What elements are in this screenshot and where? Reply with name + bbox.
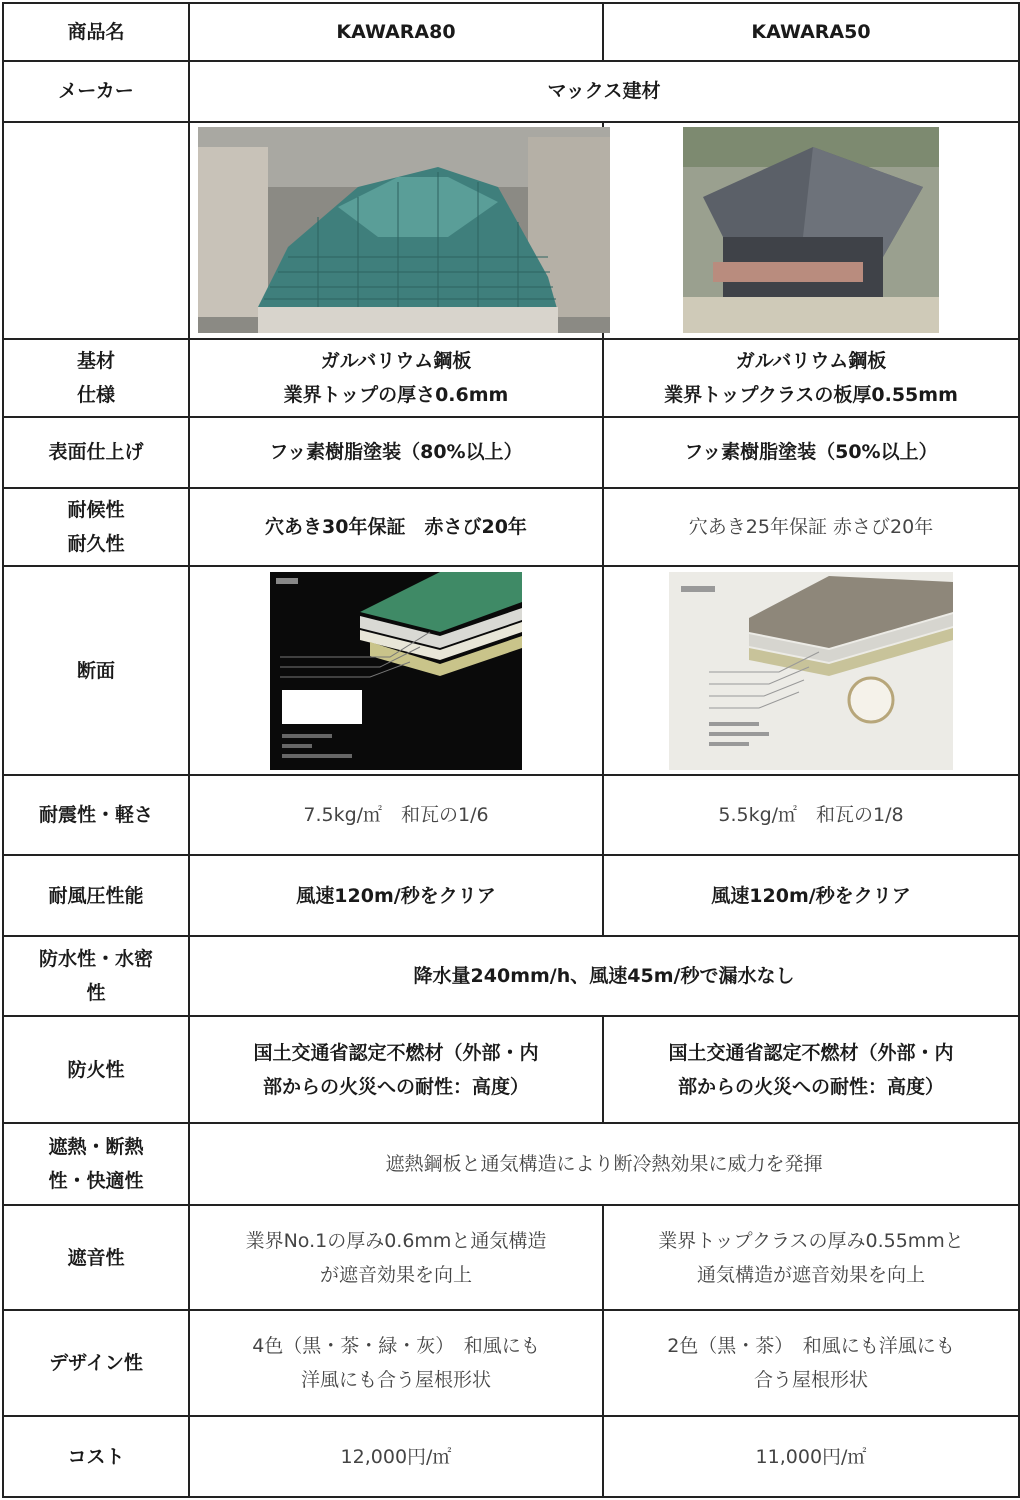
quake-kawara50: 5.5kg/㎡ 和瓦の1/8 bbox=[603, 775, 1019, 855]
kawara80-cross-section-image bbox=[270, 572, 522, 770]
design-label: デザイン性 bbox=[3, 1310, 189, 1417]
row-wind bbox=[3, 855, 1019, 935]
kawara80-roof-photo bbox=[198, 127, 610, 333]
kawara50-roof-photo-cell bbox=[603, 122, 1019, 339]
fire-kawara80 bbox=[189, 1016, 603, 1123]
row-cost bbox=[3, 1416, 1019, 1497]
durability-label-line2: 耐久性 bbox=[67, 532, 125, 555]
row-surface bbox=[3, 417, 1019, 487]
waterproof-label-line2: 性 bbox=[86, 982, 106, 1005]
heat-label-line2: 性・快適性 bbox=[48, 1170, 144, 1193]
cost-kawara80: 12,000円/㎡ bbox=[189, 1416, 603, 1497]
fire-kawara50-line1: 国土交通省認定不燃材（外部・内 bbox=[668, 1041, 954, 1064]
kawara80-roof-photo-cell bbox=[189, 122, 603, 339]
row-quake bbox=[3, 775, 1019, 855]
waterproof-label bbox=[3, 936, 189, 1016]
fire-kawara50-line2: 部からの火災への耐性：高度） bbox=[677, 1075, 944, 1098]
durability-label bbox=[3, 488, 189, 566]
header-kawara50: KAWARA50 bbox=[603, 3, 1019, 61]
wind-label: 耐風圧性能 bbox=[3, 855, 189, 935]
header-kawara80: KAWARA80 bbox=[189, 3, 603, 61]
kawara50-cross-section-image bbox=[669, 572, 953, 770]
surface-label: 表面仕上げ bbox=[3, 417, 189, 487]
row-fire bbox=[3, 1016, 1019, 1123]
surface-kawara50: フッ素樹脂塗装（50%以上） bbox=[603, 417, 1019, 487]
quake-kawara80: 7.5kg/㎡ 和瓦の1/6 bbox=[189, 775, 603, 855]
row-sound bbox=[3, 1205, 1019, 1310]
material-label bbox=[3, 339, 189, 417]
row-product-name bbox=[3, 3, 1019, 61]
kawara50-roof-photo bbox=[683, 127, 939, 333]
wind-kawara80: 風速120m/秒をクリア bbox=[189, 855, 603, 935]
row-maker bbox=[3, 61, 1019, 121]
material-kawara80-line2: 業界トップの厚さ0.6mm bbox=[283, 383, 509, 406]
material-kawara50 bbox=[603, 339, 1019, 417]
durability-kawara50: 穴あき25年保証 赤さび20年 bbox=[603, 488, 1019, 566]
sound-kawara80-line1: 業界No.1の厚み0.6mmと通気構造 bbox=[245, 1229, 547, 1252]
section-label: 断面 bbox=[3, 566, 189, 775]
material-kawara80-line1: ガルバリウム鋼板 bbox=[320, 349, 472, 372]
row-material bbox=[3, 339, 1019, 417]
sound-kawara50 bbox=[603, 1205, 1019, 1310]
heat-label-line1: 遮熱・断熱 bbox=[48, 1136, 144, 1159]
sound-kawara80-line2: が遮音効果を向上 bbox=[319, 1263, 472, 1286]
waterproof-label-line1: 防水性・水密 bbox=[38, 948, 153, 971]
material-kawara50-line1: ガルバリウム鋼板 bbox=[735, 349, 887, 372]
kawara50-section-image-cell bbox=[603, 566, 1019, 775]
quake-label: 耐震性・軽さ bbox=[3, 775, 189, 855]
wind-kawara50: 風速120m/秒をクリア bbox=[603, 855, 1019, 935]
durability-kawara80: 穴あき30年保証 赤さび20年 bbox=[189, 488, 603, 566]
fire-label: 防火性 bbox=[3, 1016, 189, 1123]
design-kawara80 bbox=[189, 1310, 603, 1417]
heat-value: 遮熱鋼板と通気構造により断冷熱効果に威力を発揮 bbox=[189, 1123, 1019, 1205]
cost-kawara50: 11,000円/㎡ bbox=[603, 1416, 1019, 1497]
maker-label: メーカー bbox=[3, 61, 189, 121]
design-kawara80-line2: 洋風にも合う屋根形状 bbox=[300, 1369, 491, 1392]
fire-kawara80-line2: 部からの火災への耐性：高度） bbox=[262, 1075, 529, 1098]
photo-label-empty bbox=[3, 122, 189, 339]
material-kawara50-line2: 業界トップクラスの板厚0.55mm bbox=[664, 383, 958, 406]
maker-value: マックス建材 bbox=[189, 61, 1019, 121]
waterproof-value: 降水量240mm/h、風速45m/秒で漏水なし bbox=[189, 936, 1019, 1016]
durability-label-line1: 耐候性 bbox=[67, 498, 125, 521]
design-kawara50-line1: 2色（黒・茶） 和風にも洋風にも bbox=[667, 1335, 955, 1358]
row-waterproof bbox=[3, 936, 1019, 1016]
material-label-line1: 基材 bbox=[76, 349, 115, 372]
row-design bbox=[3, 1310, 1019, 1417]
material-label-line2: 仕様 bbox=[76, 383, 115, 406]
design-kawara80-line1: 4色（黒・茶・緑・灰） 和風にも bbox=[252, 1335, 540, 1358]
heat-label bbox=[3, 1123, 189, 1205]
fire-kawara50 bbox=[603, 1016, 1019, 1123]
material-kawara80 bbox=[189, 339, 603, 417]
sound-kawara50-line1: 業界トップクラスの厚み0.55mmと bbox=[658, 1229, 964, 1252]
row-heat bbox=[3, 1123, 1019, 1205]
row-section bbox=[3, 566, 1019, 775]
row-photos bbox=[3, 122, 1019, 339]
design-kawara50 bbox=[603, 1310, 1019, 1417]
fire-kawara80-line1: 国土交通省認定不燃材（外部・内 bbox=[253, 1041, 539, 1064]
spec-comparison-table bbox=[2, 2, 1020, 1498]
cost-label: コスト bbox=[3, 1416, 189, 1497]
surface-kawara80: フッ素樹脂塗装（80%以上） bbox=[189, 417, 603, 487]
kawara80-section-image-cell bbox=[189, 566, 603, 775]
sound-kawara80 bbox=[189, 1205, 603, 1310]
row-durability bbox=[3, 488, 1019, 566]
sound-kawara50-line2: 通気構造が遮音効果を向上 bbox=[696, 1263, 925, 1286]
design-kawara50-line2: 合う屋根形状 bbox=[753, 1369, 868, 1392]
header-label: 商品名 bbox=[3, 3, 189, 61]
sound-label: 遮音性 bbox=[3, 1205, 189, 1310]
